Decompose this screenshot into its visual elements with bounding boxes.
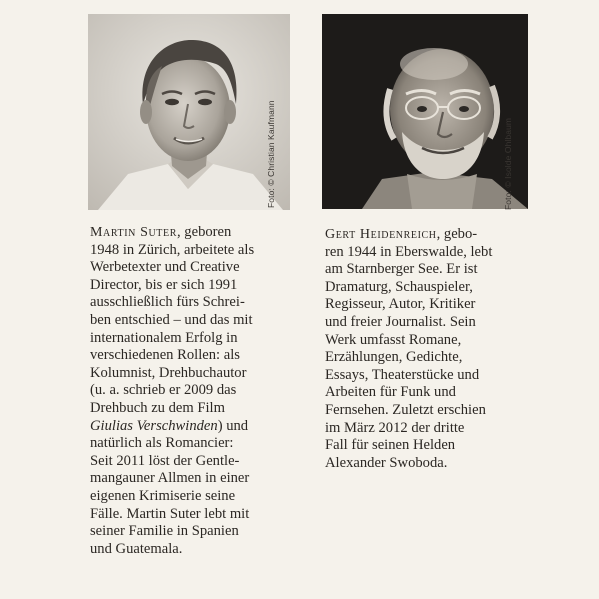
bio-line: internationalem Erfolg in (90, 329, 238, 346)
photo-credit-left: Foto: © Christian Kaufmann (266, 100, 276, 208)
bio-line: Regisseur, Autor, Kritiker (325, 296, 476, 313)
bio-line: ben entschied – und das mit (90, 311, 253, 328)
bio-line: im März 2012 der dritte (325, 419, 465, 436)
bio-line: mangauner Allmen in einer (90, 470, 250, 487)
author-photo-gert-heidenreich (322, 14, 528, 209)
author-name: Gert Heidenreich (325, 227, 437, 242)
bio-line: Giulias Verschwinden) und (90, 417, 249, 434)
bio-line: und Guatemala. (90, 540, 183, 557)
bio-line: (u. a. schrieb er 2009 das (90, 382, 237, 399)
bio-line: Erzählungen, Gedichte, (325, 349, 463, 366)
bio-line: Drehbuch zu dem Film (90, 399, 225, 416)
bio-line: eigenen Krimiserie seine (90, 487, 236, 504)
bio-line: Director, bis er sich 1991 (90, 276, 238, 293)
film-title: Giulias Verschwinden (90, 417, 218, 434)
bio-line: und freier Journalist. Sein (325, 313, 476, 330)
author-photo-martin-suter (88, 14, 290, 210)
bio-line: verschiedenen Rollen: als (90, 347, 240, 364)
bio-line: Fälle. Martin Suter lebt mit (90, 505, 250, 522)
bio-line: Fall für seinen Helden (325, 437, 456, 454)
bio-line: Fernsehen. Zuletzt erschien (325, 401, 486, 418)
author-name: Martin Suter (90, 225, 177, 240)
bio-line: Werk umfasst Romane, (325, 331, 462, 348)
bio-line: 1948 in Zürich, arbeitete als (90, 241, 255, 258)
bio-line: Essays, Theaterstücke und (325, 366, 480, 383)
bio-line: ren 1944 in Eberswalde, lebt (325, 243, 493, 260)
bio-line: Gert Heidenreich, gebo- (325, 226, 478, 242)
bio-line: seiner Familie in Spanien (90, 523, 239, 540)
bio-gert-heidenreich (325, 226, 535, 472)
bio-line: Seit 2011 löst der Gentle- (90, 452, 240, 469)
bio-line: Kolumnist, Drehbuchautor (90, 364, 247, 381)
bio-line: Alexander Swoboda. (325, 454, 448, 471)
bio-line: Dramaturg, Schauspieler, (325, 278, 473, 295)
bio-line: am Starnberger See. Er ist (325, 261, 478, 278)
bio-line: natürlich als Romancier: (90, 435, 234, 452)
bio-line: Werbetexter und Creative (90, 259, 240, 276)
photo-credit-right: Foto: © Isolde Ohlbaum (503, 117, 513, 210)
bio-martin-suter (90, 224, 290, 558)
bio-line: ausschließlich fürs Schrei- (90, 294, 245, 311)
bio-line: Arbeiten für Funk und (325, 384, 456, 401)
bio-line: Martin Suter, geboren (90, 224, 232, 240)
